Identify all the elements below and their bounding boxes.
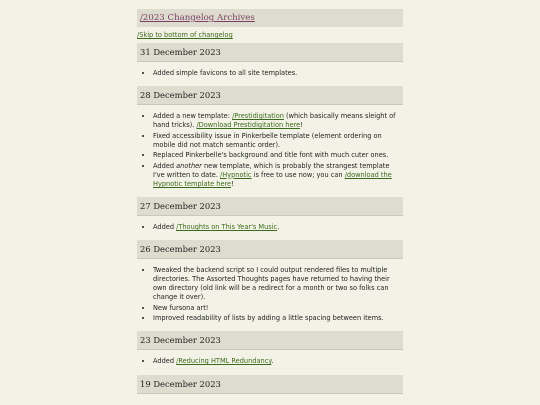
download-prestidigitation-link[interactable]: /Download Prestidigitation here — [196, 121, 301, 130]
entry-text: Added a new template: — [153, 112, 233, 121]
entry-text: Added — [153, 223, 177, 232]
entry-text: . — [277, 223, 280, 232]
entry-text: ! — [231, 179, 234, 188]
entry-text: Fixed accessibility issue in Pinkerbelle template (element ordering on mobile did not match semantic order). — [153, 131, 382, 149]
changelog-section — [137, 86, 403, 189]
entry-text: new template, which is probably the strangest template I've written to date. — [153, 161, 390, 179]
entry-text: Improved readability of lists by adding a little spacing between items. — [153, 314, 384, 323]
entry-text: New fursona art! — [153, 303, 209, 312]
changelog-section — [137, 375, 403, 394]
hypnotic-link[interactable]: /Hypnotic — [220, 170, 252, 179]
entry-list — [137, 223, 403, 232]
date-heading: 26 December 2023 — [140, 244, 221, 255]
entry-text: (which basically means sleight of hand tricks). — [153, 112, 396, 130]
thoughts-music-link[interactable]: /Thoughts on This Year's Music — [176, 223, 278, 232]
entry-text: Tweaked the backend script so I could output rendered files to multiple directories. The Assorted Thoughts pages have returned to having their own directory (old link will be a redirect for a month or two so folks can change it over). — [153, 266, 390, 302]
changelog-section — [137, 240, 403, 323]
list-item — [153, 69, 403, 78]
list-item — [153, 357, 403, 366]
date-heading: 23 December 2023 — [140, 335, 221, 346]
list-item — [153, 314, 403, 323]
prestidigitation-link[interactable]: /Prestidigitation — [232, 112, 284, 121]
date-bar — [137, 197, 403, 216]
date-bar — [137, 375, 403, 394]
entry-text: Added — [153, 161, 177, 170]
entry-text: Added simple favicons to all site templates. — [153, 69, 298, 77]
emphasis-text: another — [176, 161, 202, 170]
reducing-html-link[interactable]: /Reducing HTML Redundancy — [176, 357, 272, 366]
date-bar — [137, 240, 403, 259]
entry-text: Added — [153, 357, 177, 366]
list-item — [153, 132, 403, 150]
changelog-page — [137, 9, 403, 394]
page-title-link[interactable]: /2023 Changelog Archives — [140, 13, 255, 23]
entry-text: Replaced Pinkerbelle's background and title font with much cuter ones. — [153, 151, 389, 160]
date-bar — [137, 331, 403, 350]
changelog-section — [137, 331, 403, 366]
date-heading: 19 December 2023 — [140, 378, 221, 389]
list-item — [153, 266, 403, 302]
changelog-section — [137, 197, 403, 232]
entry-list — [137, 357, 403, 366]
date-bar — [137, 43, 403, 62]
entry-text: ! — [300, 121, 303, 130]
date-bar — [137, 86, 403, 105]
entry-list — [137, 69, 403, 78]
download-hypnotic-link[interactable]: /download the Hypnotic template here — [153, 170, 392, 188]
entry-list — [137, 112, 403, 189]
entry-list — [137, 266, 403, 323]
date-heading: 28 December 2023 — [140, 90, 221, 101]
list-item — [153, 223, 403, 232]
page-title-bar — [137, 9, 403, 27]
changelog-section — [137, 43, 403, 78]
date-heading: 31 December 2023 — [140, 47, 221, 57]
skip-to-bottom-link[interactable]: /Skip to bottom of changelog — [137, 31, 233, 39]
date-heading: 27 December 2023 — [140, 201, 221, 212]
list-item — [153, 112, 403, 130]
list-item — [153, 304, 403, 313]
entry-text: is free to use now; you can — [251, 170, 345, 179]
list-item — [153, 162, 403, 189]
list-item — [153, 151, 403, 160]
entry-text: . — [271, 357, 274, 366]
